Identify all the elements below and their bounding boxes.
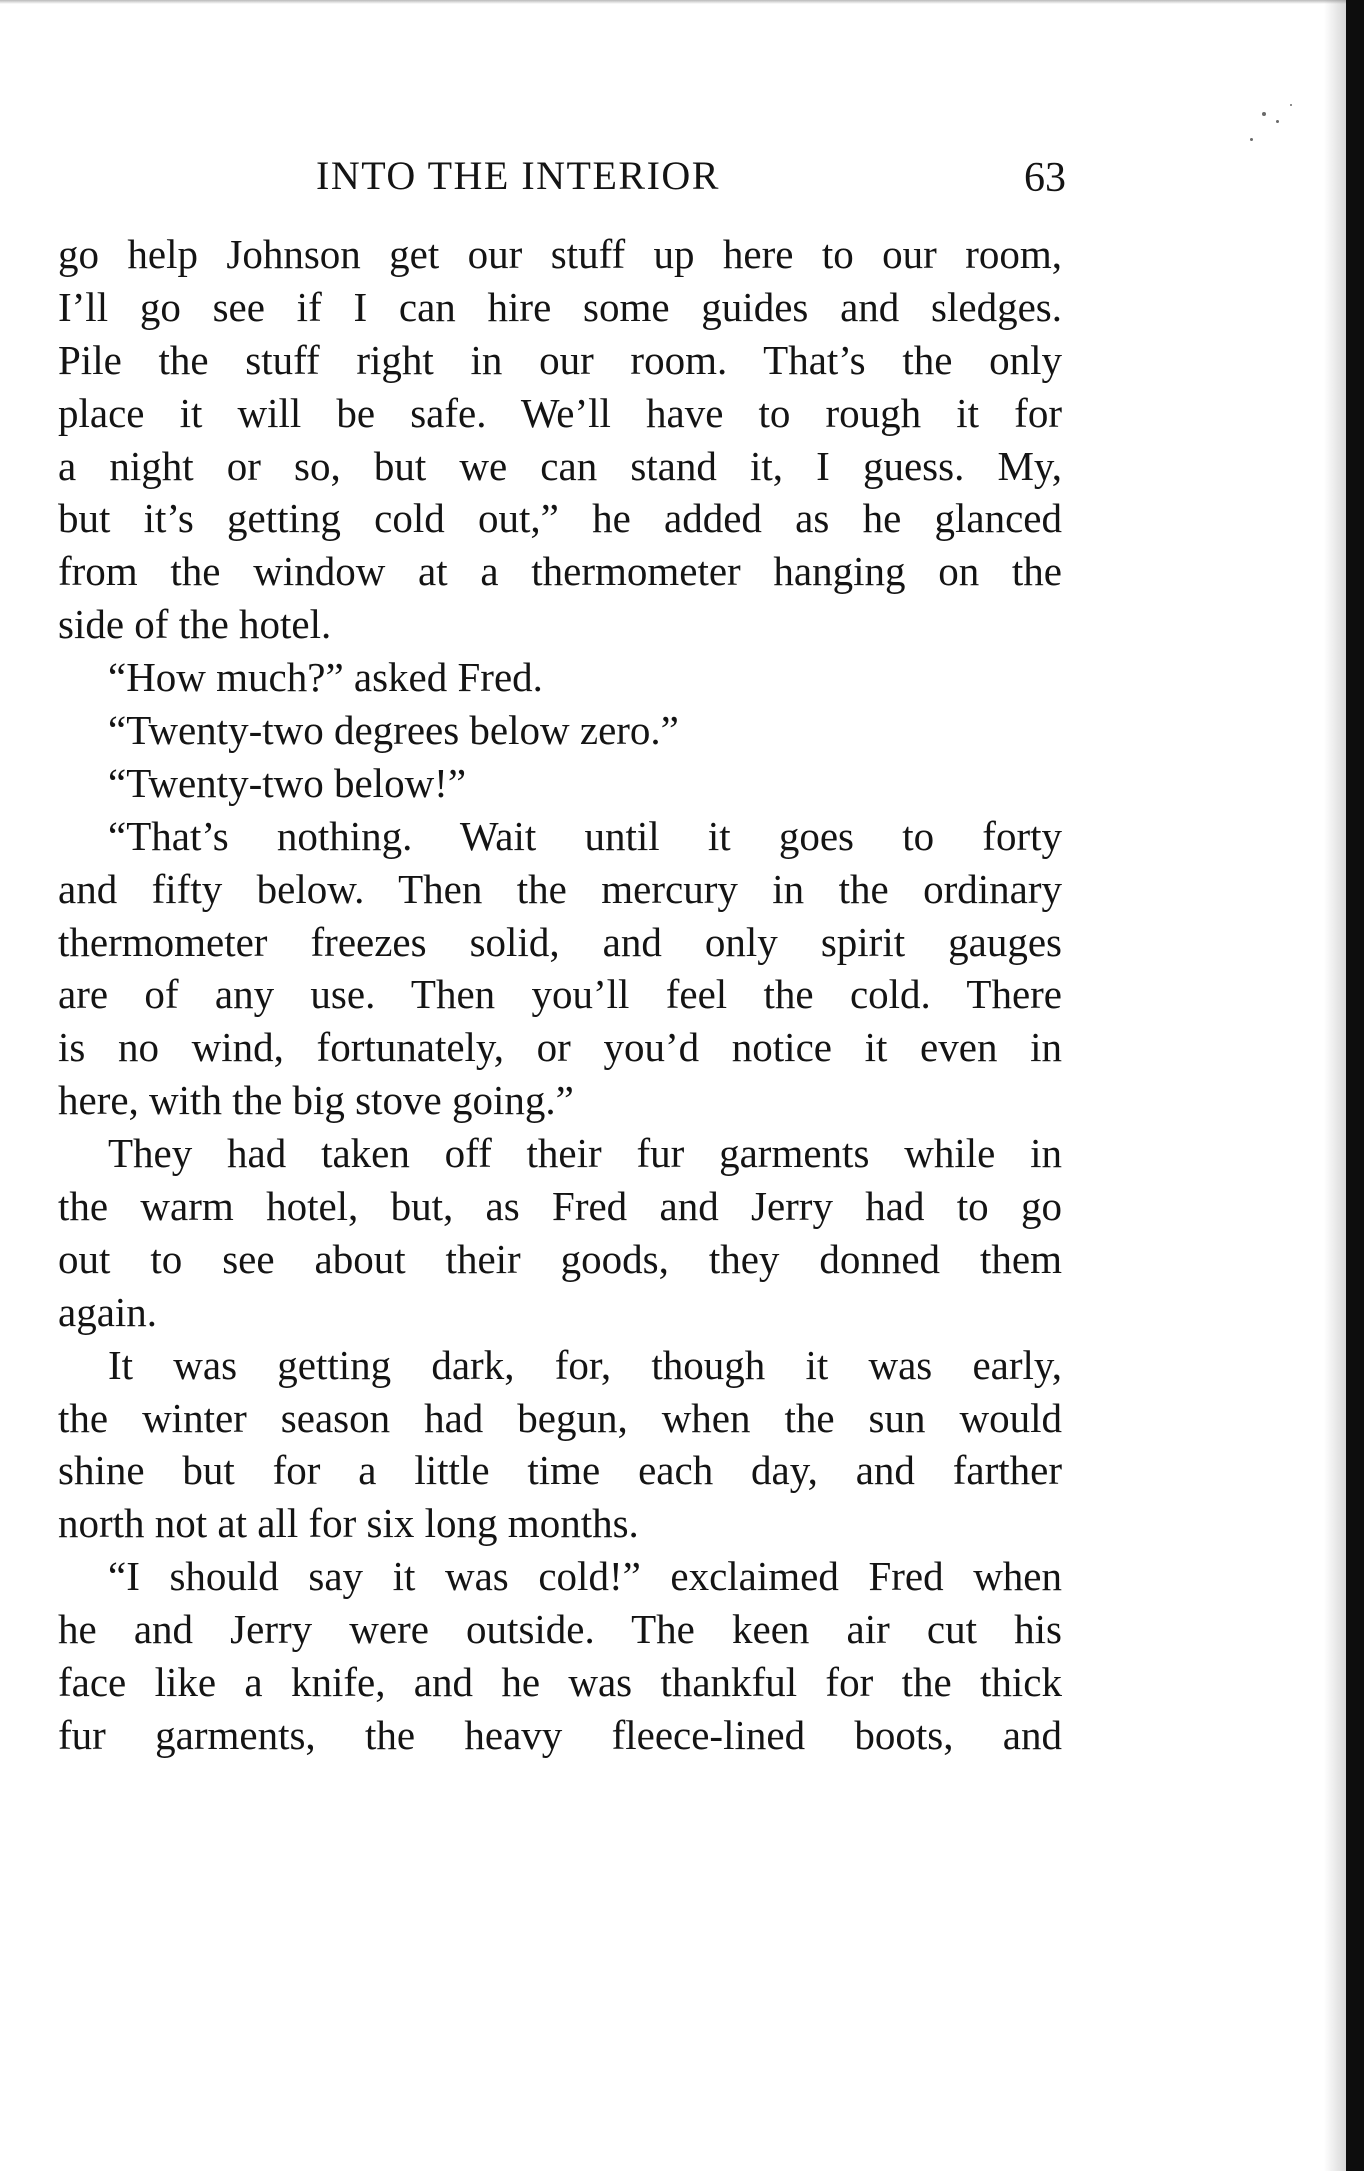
text-line: shine but for a little time each day, and farther [58, 1447, 1062, 1494]
text-line: “That’s nothing. Wait until it goes to forty [108, 812, 1062, 859]
page-header [56, 148, 1066, 208]
text-line: and fifty below. Then the mercury in the ordinary [58, 865, 1062, 912]
text-line: a night or so, but we can stand it, I guess. My, [58, 442, 1062, 489]
text-line: from the window at a thermometer hanging on the [58, 548, 1062, 595]
body-text [58, 228, 1062, 1762]
text-line: again. [58, 1288, 158, 1335]
text-line: “I should say it was cold!” exclaimed Fred when [108, 1553, 1062, 1600]
page-right-edge [1346, 0, 1364, 2171]
text-line: “Twenty-two below!” [108, 759, 467, 806]
page-speck [1276, 120, 1279, 123]
page-speck [1262, 112, 1266, 116]
page-speck [1250, 138, 1253, 141]
text-line: “How much?” asked Fred. [108, 654, 543, 701]
text-line: place it will be safe. We’ll have to rough it for [58, 389, 1062, 436]
text-line: are of any use. Then you’ll feel the cold. There [58, 971, 1062, 1018]
text-line: I’ll go see if I can hire some guides and sledges. [58, 283, 1062, 330]
text-line: Pile the stuff right in our room. That’s the only [58, 336, 1062, 383]
text-line: thermometer freezes solid, and only spirit gauges [58, 918, 1062, 965]
text-line: go help Johnson get our stuff up here to our room, [58, 231, 1062, 277]
text-line: They had taken off their fur garments while in [108, 1130, 1062, 1177]
text-line: the warm hotel, but, as Fred and Jerry had to go [58, 1183, 1062, 1230]
page-speck [1290, 104, 1292, 106]
text-line: out to see about their goods, they donned them [58, 1235, 1062, 1282]
text-line: here, with the big stove going.” [58, 1077, 574, 1124]
page-top-edge [0, 0, 1364, 4]
text-line: north not at all for six long months. [58, 1500, 639, 1547]
text-line: is no wind, fortunately, or you’d notice it even in [58, 1024, 1062, 1071]
page-binding-shadow [1324, 0, 1346, 2171]
text-line: fur garments, the heavy fleece-lined boots, and [58, 1711, 1062, 1758]
text-line: the winter season had begun, when the sun would [58, 1394, 1062, 1441]
text-line: side of the hotel. [58, 601, 332, 648]
page-number: 63 [1024, 155, 1066, 201]
text-line: but it’s getting cold out,” he added as he glanced [58, 495, 1062, 542]
running-head: INTO THE INTERIOR [316, 153, 720, 198]
text-line: It was getting dark, for, though it was early, [108, 1341, 1062, 1388]
text-line: he and Jerry were outside. The keen air cut his [58, 1606, 1062, 1653]
text-line: “Twenty-two degrees below zero.” [108, 707, 679, 754]
text-line: face like a knife, and he was thankful for the thick [58, 1659, 1062, 1706]
